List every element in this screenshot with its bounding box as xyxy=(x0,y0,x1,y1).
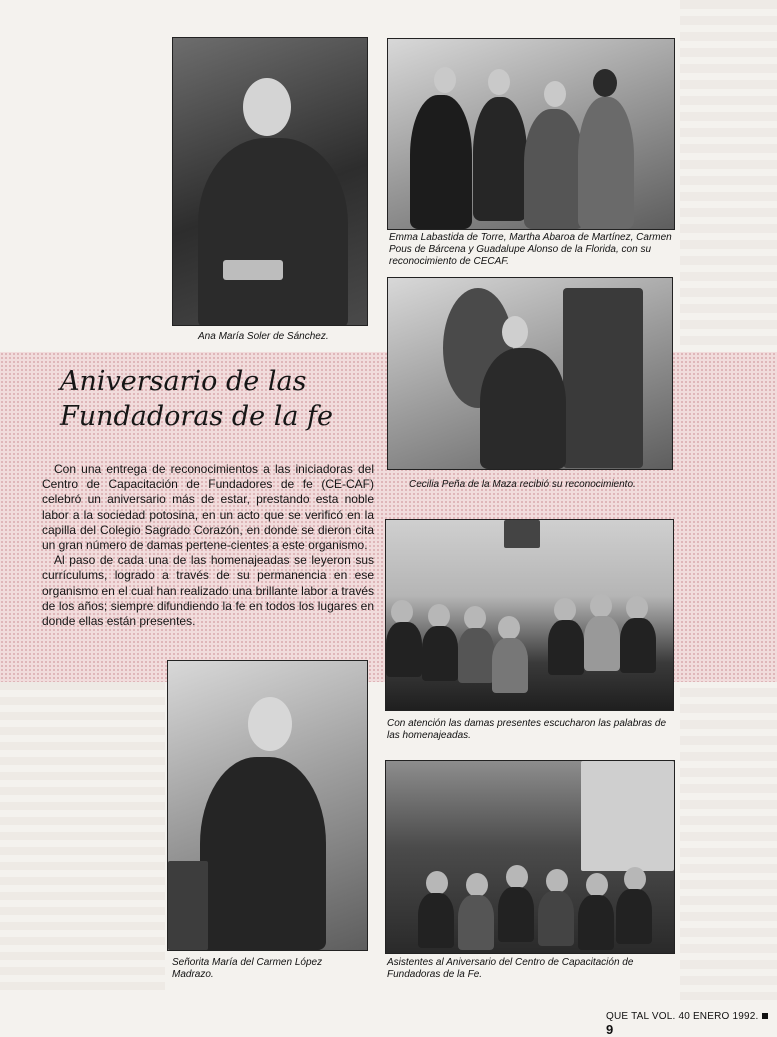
photo-four-honorees xyxy=(387,38,675,230)
page-footer xyxy=(606,1011,777,1037)
caption-photo-1: Ana María Soler de Sánchez. xyxy=(198,331,329,342)
photo-audience-listening xyxy=(385,519,674,711)
caption-photo-5: Señorita María del Carmen López Madrazo. xyxy=(172,957,323,980)
article-title xyxy=(60,364,380,434)
photo-cecilia-pena xyxy=(387,277,673,470)
article-title-line-2: Fundadoras de la fe xyxy=(60,401,334,432)
article-title-line-1: Aniversario de las xyxy=(60,366,307,397)
article-paragraph: Con una entrega de reconocimientos a las iniciadoras del Centro de Capacitación de Fundadores de fe (CE-CAF) celebró un aniversario más de estar, prestando esta noble labor a la sociedad potosina, en un acto que se verificó en la capilla del Colegio Sagrado Corazón, en donde se dieron cita un gran número de damas pertene-cientes a este organismo. xyxy=(42,462,374,553)
page-number: 9 xyxy=(606,1022,614,1037)
caption-photo-3: Cecilia Peña de la Maza recibió su reconocimiento. xyxy=(409,479,636,490)
article-body xyxy=(42,462,374,629)
photo-anniversary-attendees xyxy=(385,760,675,954)
caption-photo-2: Emma Labastida de Torre, Martha Abaroa de Martínez, Carmen Pous de Bárcena y Guadalupe Alonso de la Florida, con su reconocimiento de CECAF. xyxy=(389,232,672,267)
article-paragraph: Al paso de cada una de las homenajeadas se leyeron sus currículums, logrado a través de su permanencia en ese organismo en el cual han realizado una brillante labor a través de los años; siempre difundiendo la fe en todos los lugares en donde ellas están presentes. xyxy=(42,553,374,629)
caption-photo-4: Con atención las damas presentes escucharon las palabras de las homenajeadas. xyxy=(387,718,667,741)
square-bullet-icon xyxy=(762,1013,768,1019)
issue-label: QUE TAL VOL. 40 ENERO 1992. xyxy=(606,1011,759,1022)
photo-maria-del-carmen-lopez xyxy=(167,660,368,951)
caption-photo-6: Asistentes al Aniversario del Centro de Capacitación de Fundadoras de la Fe. xyxy=(387,957,634,980)
bleed-through-texture xyxy=(0,682,165,992)
photo-ana-maria-soler xyxy=(172,37,368,326)
